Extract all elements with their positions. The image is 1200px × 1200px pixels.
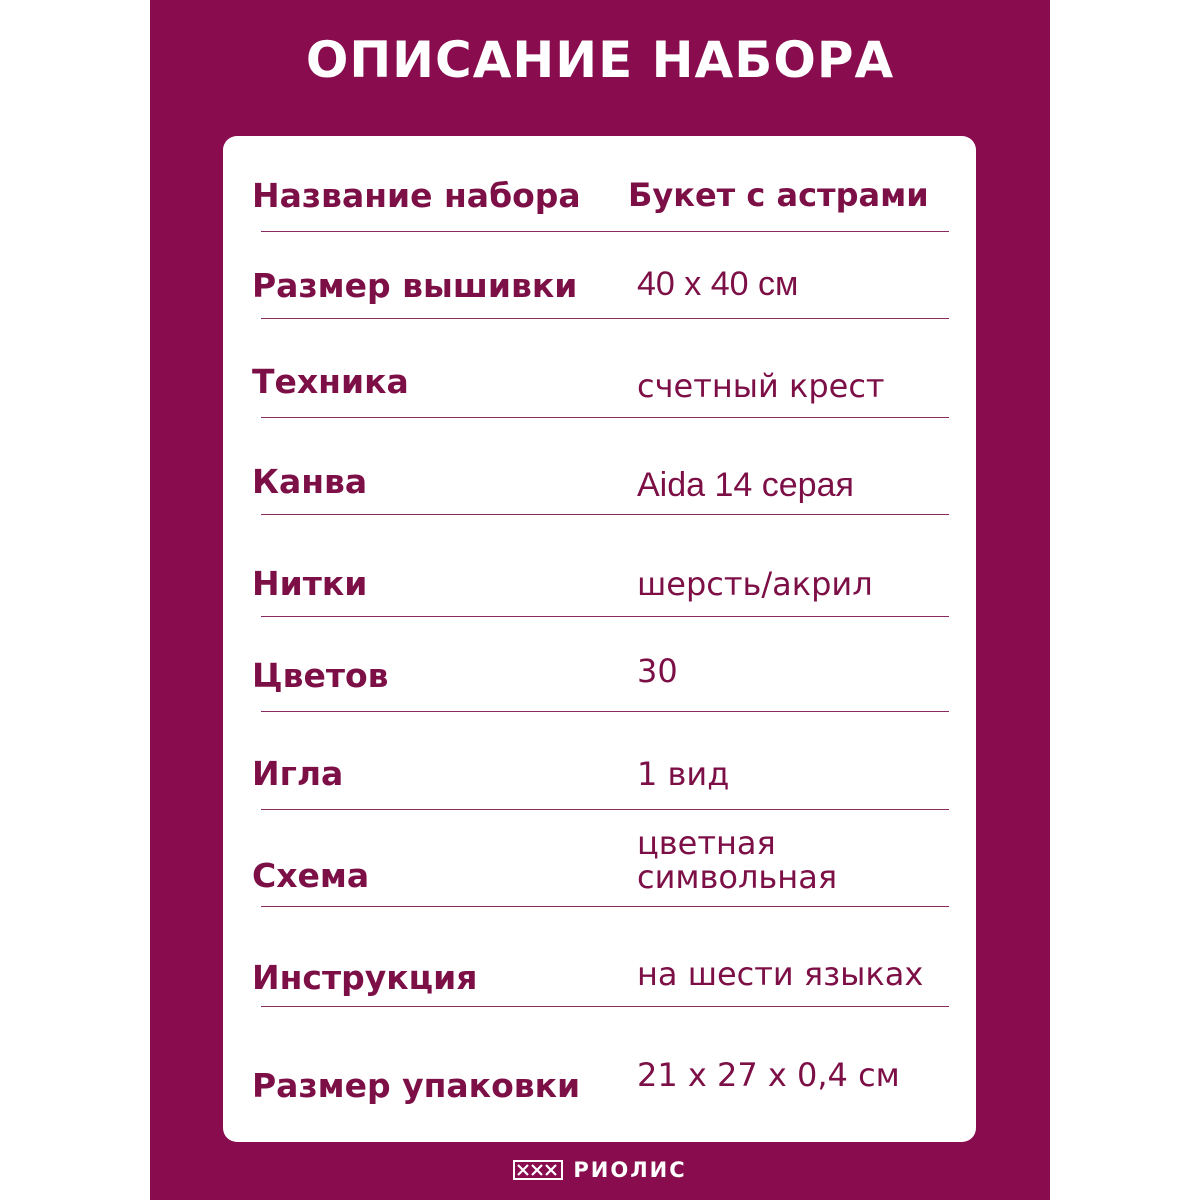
spec-label: Размер упаковки — [252, 1066, 581, 1105]
row-divider — [261, 711, 949, 712]
spec-value: Букет с астрами — [628, 176, 929, 214]
spec-label: Нитки — [252, 564, 368, 603]
spec-label: Размер вышивки — [252, 266, 578, 305]
brand-name: РИОЛИС — [573, 1158, 687, 1182]
spec-label: Игла — [252, 754, 344, 793]
spec-value: 40 х 40 см — [637, 265, 799, 303]
brand — [150, 1152, 1050, 1188]
spec-value: счетный крест — [637, 367, 885, 405]
description-panel — [150, 0, 1050, 1200]
row-divider — [261, 809, 949, 810]
row-divider — [261, 318, 949, 319]
spec-label: Название набора — [252, 176, 581, 215]
page-title: ОПИСАНИЕ НАБОРА — [305, 31, 895, 89]
spec-label: Схема — [252, 856, 370, 895]
spec-label: Канва — [252, 462, 368, 501]
spec-card — [223, 136, 976, 1142]
spec-value: 1 вид — [637, 755, 730, 793]
spec-value: 21 х 27 х 0,4 см — [637, 1056, 900, 1094]
row-divider — [261, 514, 949, 515]
row-divider — [261, 417, 949, 418]
spec-label: Инструкция — [252, 958, 478, 997]
spec-value: на шести языках — [637, 955, 924, 993]
spec-label: Техника — [252, 362, 409, 401]
row-divider — [261, 616, 949, 617]
row-divider — [261, 1006, 949, 1007]
spec-value-line2: символьная — [637, 858, 838, 896]
spec-value: 30 — [637, 652, 678, 690]
row-divider — [261, 906, 949, 907]
row-divider — [261, 231, 949, 232]
xxx-logo-icon — [517, 1164, 559, 1176]
spec-value: цветная — [637, 824, 776, 862]
spec-label: Цветов — [252, 656, 389, 695]
spec-value: шерсть/акрил — [637, 565, 873, 603]
xxx-logo-icon — [513, 1160, 563, 1180]
spec-value: Aida 14 серая — [637, 466, 854, 504]
